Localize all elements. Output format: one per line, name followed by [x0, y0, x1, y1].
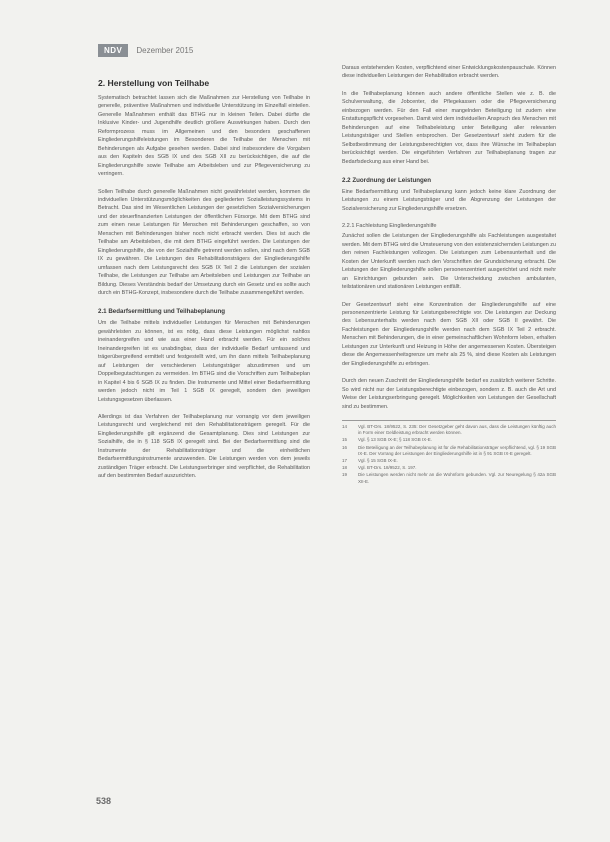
left-column — [98, 64, 310, 490]
page-header — [98, 44, 193, 57]
section-heading: 2. Herstellung von Teilhabe — [98, 78, 210, 88]
right-column — [342, 64, 556, 486]
journal-badge: NDV — [98, 44, 128, 57]
footnotes — [342, 420, 556, 485]
paragraph: Um die Teilhabe mittels individueller Leistungen für Menschen mit Behinderungen gewährleisten zu können, ist es nötig, dass diese Leistungen möglichst nahtlos ineinandergreifen und wie aus einer Hand erbracht werden. Für ein solches Ineinandergreifen ist es unabdingbar, dass der individuelle Bedarf umfassend und trägerübergreifend ermittelt und festgestellt wird, um ihn dann mittels Teilhabeplanung auf Leistungen der verschiedenen Leistungsträger abzustimmen und um Doppelbegutachtungen zu vermeiden. Im BTHG sind die Vorschriften zum Teilhabeplan in Kapitel 4 bis 6 SGB IX zu finden. Die Instrumente und Mittel einer Bedarfsermittlung werden jedoch nicht im Teil 1 SGB IX geregelt, sondern den jeweiligen Leistungsgesetzen überlassen. — [98, 320, 310, 403]
subsubsection-heading: 2.2.1 Fachleistung Eingliederungshilfe — [342, 223, 437, 230]
paragraph: In die Teilhabeplanung können auch andere öffentliche Stellen wie z. B. die Schulverwaltung, die Jobcenter, die Pflegekassen oder die Pflegeversicherung einbezogen werden. Für den Fall einer mangelnden Beteiligung ist zudem eine Erstattungspflicht vorgesehen. Damit wird dem individuellen Anspruch des Menschen mit Behinderungen auf eine Teilhabeleistung unter Beteiligung aller relevanten Leistungsträger und Stellen entsprochen. Der Gesetzentwurf sieht zudem für die Selbstbestimmung der Leistungsberechtigten vor, dass ihre Wünsche im Teilhabeplan berücksichtigt werden. Die eingeführten Verfahren zur Teilhabeplanung tragen zur Bedarfsdeckung aus einer Hand bei. — [342, 90, 556, 165]
footnote: 15 Vgl. § 13 SGB IX-E; § 118 SGB IX-E. — [342, 437, 432, 443]
footnote: 16 Die Beteiligung an der Teilhabeplanung ist für die Rehabilitationsträger verpflichtend, vgl. § 19 SGB IX-E. Der Vorrang der Leistungen der Eingliederungshilfe ist in § 91 SGB IX-E geregelt. — [342, 444, 556, 456]
footnote: 17 Vgl. § 15 SGB IX-E. — [342, 457, 398, 463]
paragraph: Sollen Teilhabe durch generelle Maßnahmen nicht gewährleistet werden, kommen die individuellen Unterstützungsmöglichkeiten des gegliederten Sozialleistungssystems in Betracht. Das sind im Wesentlichen Leistungen der gesetzlichen Sozialversicherungen und der steuerfinanzierten Leistungen der öffentlichen Fürsorge. Mit dem BTHG sind zum einen neue Leistungen für Menschen mit Behinderungen geschaffen, so von Menschen mit Behinderungen bisher noch nicht erbracht werden. Dies ist auch die Teilhabe am Arbeitsleben, die mit dem BTHG eingeführt werden. Die Leistungen der Eingliederungshilfe, die von der Sozialhilfe getrennt werden sollen, sind nach dem SGB IX zu gewähren. Die Leistungen des Rehabilitationsträgers der Eingliederungshilfe umfassen nach dem Leistungsrecht des SGB IX Teil 2 die Leistungen der sozialen Teilhabe, die Leistungen zur Teilhabe am Arbeitsleben und Leistungen zur Teilhabe an Bildung. Dieses Verständnis bedarf der Umsetzung durch ein Gesetz und es sollte auch durch ein BTHG-Konzept, insbesondere durch die Teilhabe zusammengeführt werden. — [98, 188, 310, 296]
paragraph: Allerdings ist das Verfahren der Teilhabeplanung nur vorrangig vor dem jeweiligen Leistungsrecht und vergleichend mit den Rehabilitationsträgern geregelt. Für die Eingliederungshilfe gilt ergänzend die Gesamtplanung. Dies sind Leistungen zur Sozialhilfe, die in § 118 SGB IX geregelt sind. Bei der Bedarfsermittlung sind die Instrumente der Rehabilitationsträger und die einheitlichen Bedarfsermittlungsinstrumente anzuwenden. Die Leistungen werden von dem jeweils zuständigen Träger erbracht. Die Leistungserbringer sind verpflichtet, die Rehabilitation auf den bestimmten Bedarf auszurichten. — [98, 413, 310, 480]
subsection-heading: 2.2 Zuordnung der Leistungen — [342, 176, 432, 184]
paragraph: Durch den neuen Zuschnitt der Eingliederungshilfe bedarf es zusätzlich weiterer Schritte. So wird nicht nur der Leistungsberechtigte einbezogen, sondern z. B. auch die Art und Weise der Leistungserbringung geregelt. Möglichkeiten von Leistungen der Gesellschaft sind zu bestimmen. — [342, 378, 556, 410]
page-number: 538 — [96, 796, 112, 806]
footnote: 18 Vgl. BT-Drs. 18/9522, S. 197. — [342, 465, 417, 471]
subsection-heading: 2.1 Bedarfsermittlung und Teilhabeplanung — [98, 308, 226, 316]
issue-date: Dezember 2015 — [136, 46, 194, 55]
footnote: 14 Vgl. BT-Drs. 18/9522, S. 235: Der Gesetzgeber geht davon aus, dass die Leistungen künftig auch in Form einer Geldleistung erbracht werden können. — [342, 423, 556, 436]
footnote: 19 Die Leistungen werden nicht mehr an die Wohnform gebunden. Vgl. zur Neuregelung § 42a SGB XII-E. — [342, 472, 556, 484]
paragraph: Systematisch betrachtet lassen sich die Maßnahmen zur Herstellung von Teilhabe in generelle, präventive Maßnahmen und individuelle Unterstützung im Einzelfall einteilen. Generelle Maßnahmen enthält das BTHG nur in kleinen Teilen. Dabei dürfte die Inklusive Kinder- und Jugendhilfe deutlich größere Auswirkungen haben. Durch den Reformprozess muss im Allgemeinen und den besonders geschaffenen Eingliederungshilfeleistungen im Besonderen die Teilhabe der Menschen mit Behinderungen als Aufgabe gesehen werden. Dabei sind insbesondere die Vorgaben aus den Kapiteln des SGB IX und des SGB XII zu berücksichtigen, die auf die Eingliederungshilfe sowie Teilhabe am Arbeitsleben und zur Pflegeversicherung zu verringern. — [98, 95, 310, 178]
paragraph: Zunächst sollen die Leistungen der Eingliederungshilfe als Fachleistungen ausgestaltet werden. Mit dem BTHG wird die Umsteuerung von den existenzsichernden Leistungen zu den reinen Fachleistungen vollzogen. Die Leistungen zum Lebensunterhalt und die Kosten der Unterkunft werden nach den Vorschriften der Grundsicherung erbracht. Die Leistungen der Eingliederungshilfe sollen personenzentriert ausgerichtet und nicht mehr an Einrichtungen gebunden sein. Die Unterscheidung zwischen ambulanten, teilstationären und stationären Leistungen entfällt. — [342, 233, 556, 291]
paragraph: Der Gesetzentwurf sieht eine Konzentration der Eingliederungshilfe auf eine personenzentrierte Leistung für Leistungsberechtigte vor. Die Leistungen zur Deckung des Lebensunterhalts werden nach dem SGB XII oder SGB II gewährt. Die Fachleistungen der Eingliederungshilfe werden nach dem SGB IX Teil 2 erbracht. Menschen mit Behinderungen, die in einer gemeinschaftlichen Wohnform leben, erhalten Leistungen zur Unterkunft und Heizung in Höhe der angemessenen Kosten. Übersteigen diese die Angemessenheitsgrenze um mehr als 25 %, sind diese Kosten als Leistungen der Eingliederungshilfe zu erbringen. — [342, 301, 556, 367]
paragraph: Daraus entstehenden Kosten, verpflichtend einer Entwicklungskostenpauschale. Können diese individuellen Leistungen der Rehabilitation erbracht werden. — [342, 65, 556, 80]
paragraph: Eine Bedarfsermittlung und Teilhabeplanung kann jedoch keine klare Zuordnung der Leistungen zu einem Leistungsträger und die Abgrenzung der Leistungen der Sozialversicherung zur Eingliederungshilfe ersetzen. — [342, 188, 556, 212]
